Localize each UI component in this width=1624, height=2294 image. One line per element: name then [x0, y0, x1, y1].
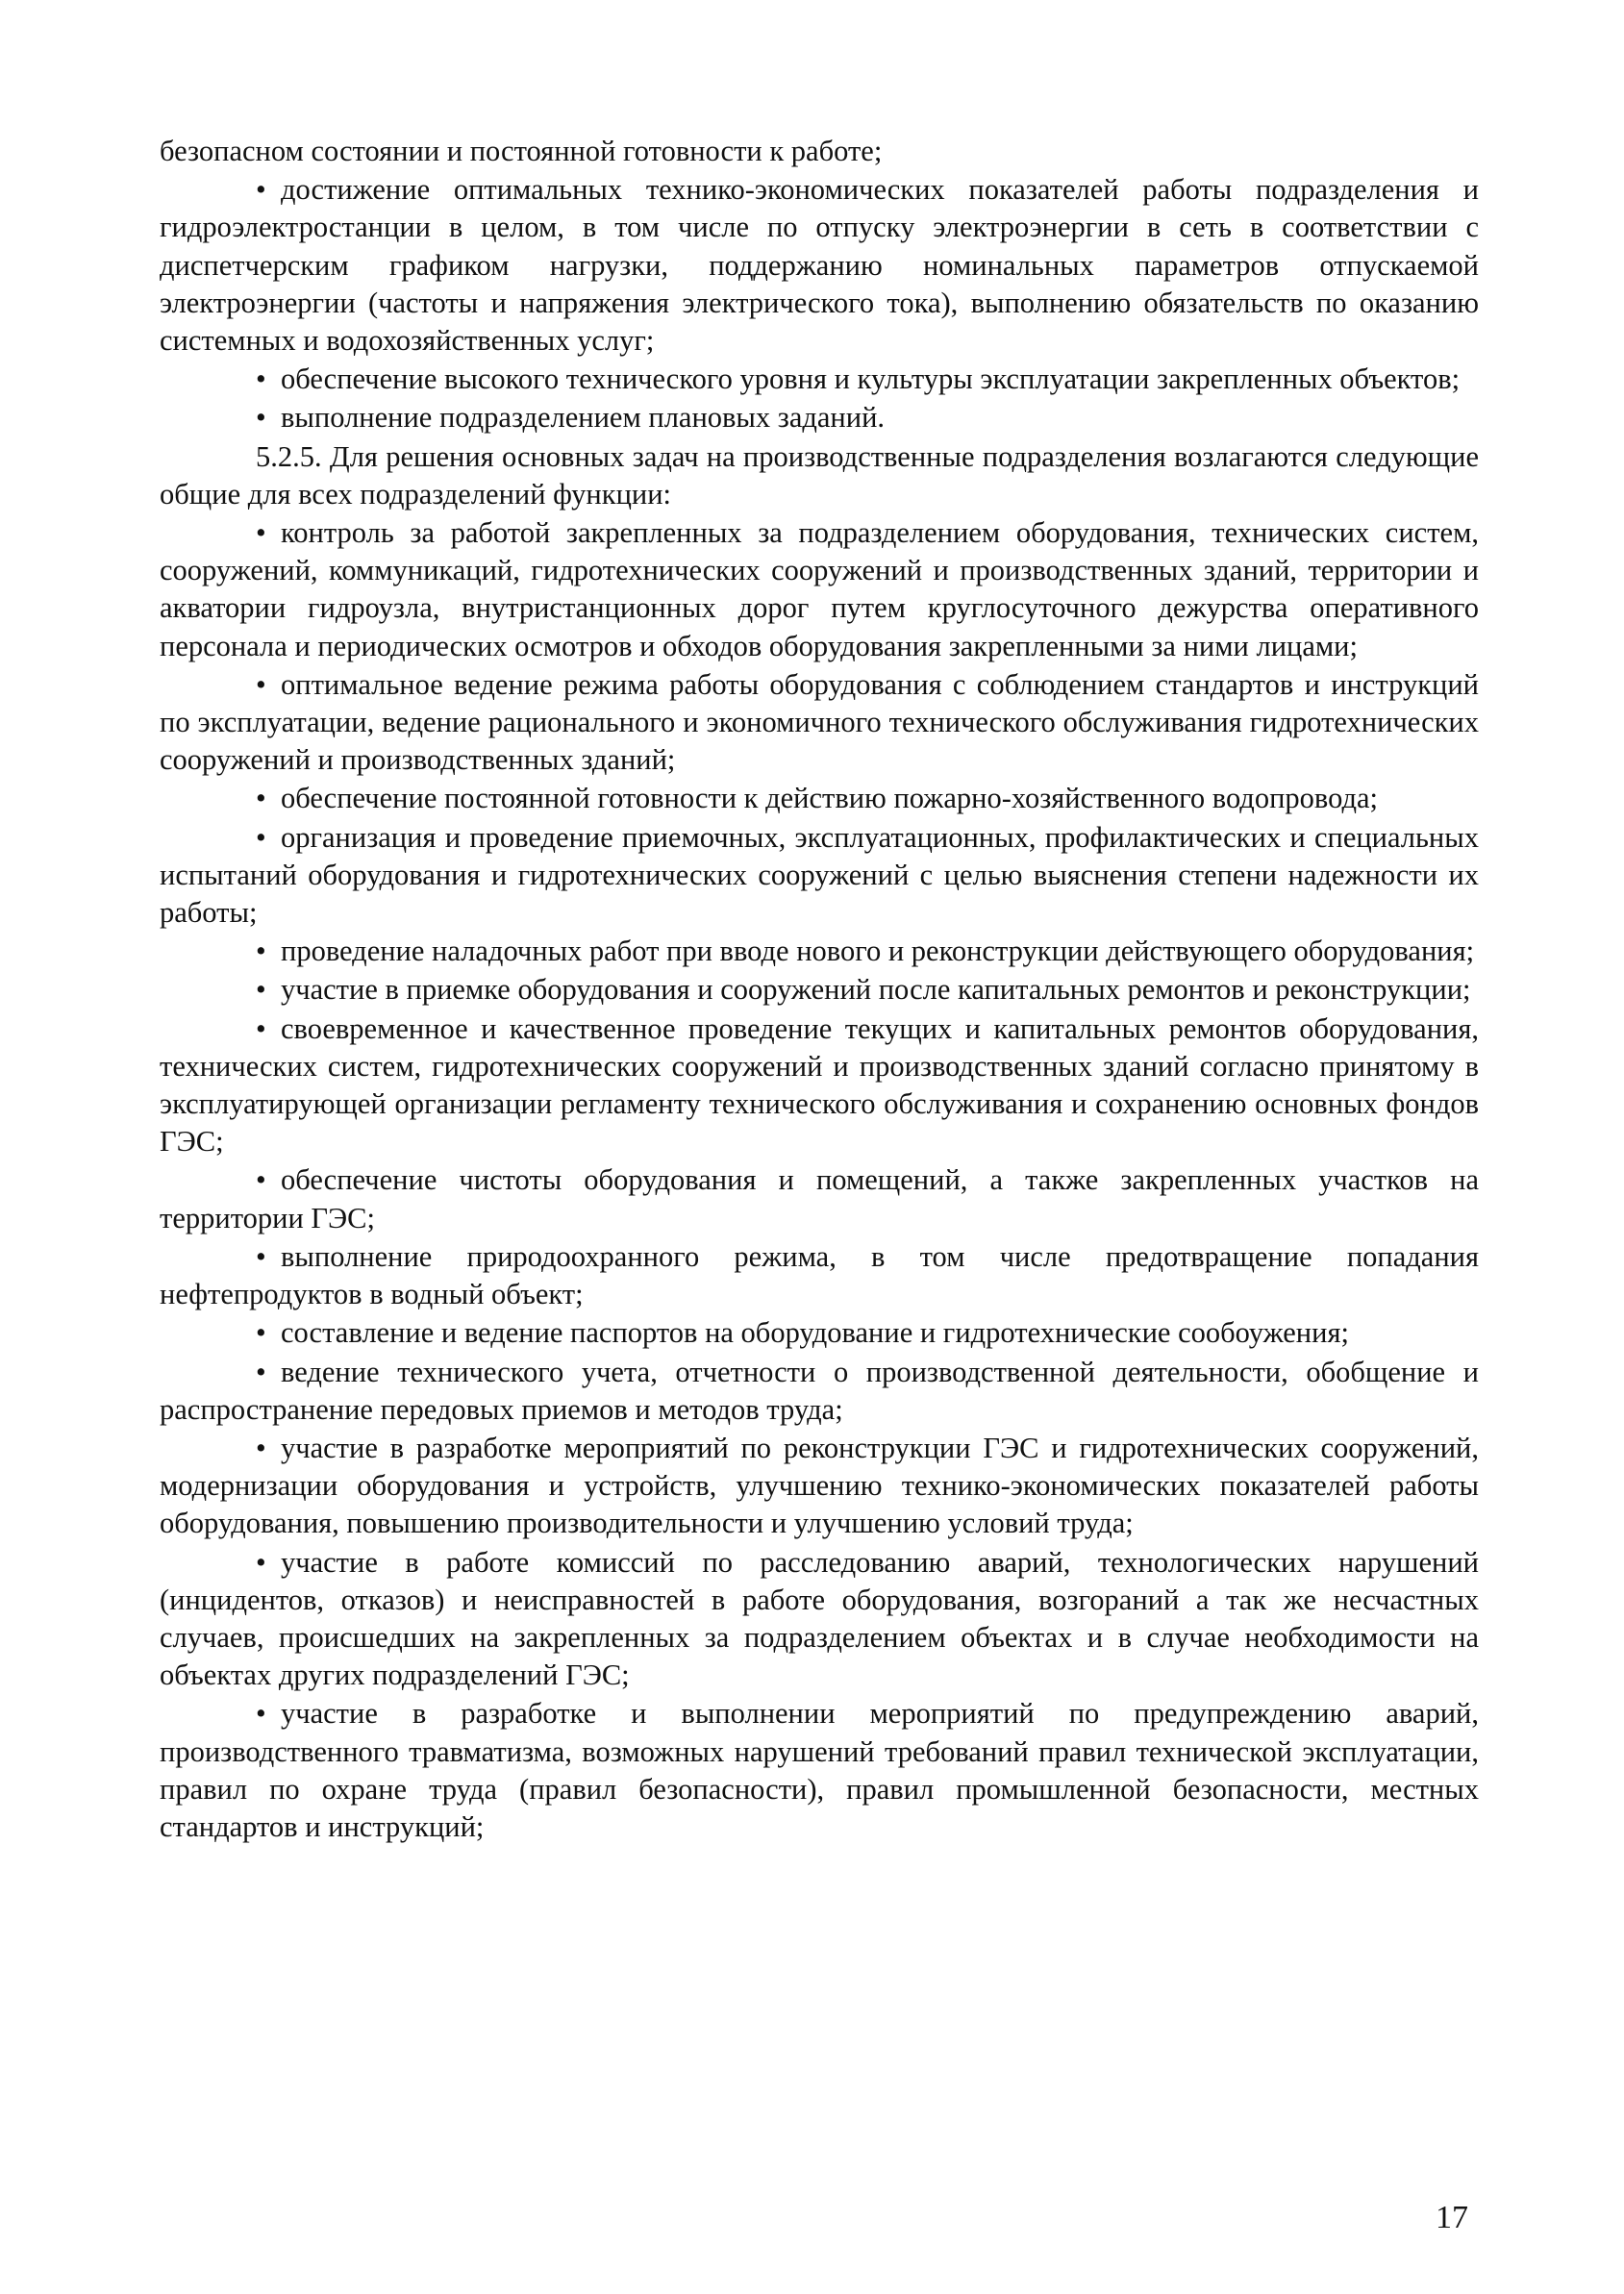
goal-item-3 [160, 399, 1479, 436]
goal-item-text: выполнение подразделением плановых заданий. [281, 401, 886, 435]
function-item-6 [160, 971, 1479, 1009]
goal-item-text: достижение оптимальных технико-экономических показателей работы подразделения и гидроэлектростанции в целом, в том числе по отпуску электроэнергии в сеть в соответствии с диспетчерским графиком нагрузки, поддержанию номинальных параметров отпускаемой электроэнергии (частоты и напряжения электрического тока), выполнению обязательств по оказанию системных и водохозяйственных услуг; [160, 173, 1479, 358]
bullet-icon: • [256, 362, 266, 396]
function-item-text: участие в работе комиссий по расследованию аварий, технологических нарушений (инцидентов, отказов) и неисправностей в работе оборудования, возгораний а так же несчастных случаев, происшедших на закрепленных за подразделением объектах и в случае необходимости на объектах других подразделений ГЭС; [160, 1545, 1479, 1692]
goal-item-1 [160, 171, 1479, 360]
bullet-icon: • [256, 1355, 266, 1388]
function-item-5 [160, 933, 1479, 970]
function-item-text: участие в разработке мероприятий по реконструкции ГЭС и гидротехнических сооружений, модернизации оборудования и устройств, улучшению технико-экономических показателей работы оборудования, повышению производительности и улучшению условий труда; [160, 1431, 1479, 1540]
function-item-4 [160, 819, 1479, 933]
bullet-icon: • [256, 401, 266, 435]
function-item-text: участие в разработке и выполнении мероприятий по предупреждению аварий, производственного травматизма, возможных нарушений требований правил технической эксплуатации, правил по охране труда (правил безопасности), правил промышленной безопасности, местных стандартов и инструкций; [160, 1697, 1479, 1843]
bullet-icon: • [256, 1239, 266, 1273]
function-item-text: контроль за работой закрепленных за подразделением оборудования, технических систем, сооружений, коммуникаций, гидротехнических сооружений и производственных зданий, территории и акватории гидроузла, внутристанционных дорог путем круглосуточного дежурства оперативного персонала и периодических осмотров и обходов оборудования закрепленными за ними лицами; [160, 516, 1479, 662]
function-item-text: обеспечение постоянной готовности к действию пожарно-хозяйственного водопровода; [281, 782, 1378, 815]
bullet-icon: • [256, 173, 266, 207]
function-item-8 [160, 1161, 1479, 1236]
opening-line: безопасном состоянии и постоянной готовности к работе; [160, 135, 883, 167]
function-item-2 [160, 666, 1479, 780]
function-item-13 [160, 1544, 1479, 1695]
goals-list [160, 171, 1479, 436]
function-item-text: составление и ведение паспортов на оборудование и гидротехнические сообоужения; [281, 1316, 1349, 1350]
function-item-14 [160, 1695, 1479, 1846]
page-body [160, 133, 1479, 1847]
function-item-9 [160, 1238, 1479, 1313]
goal-item-2 [160, 361, 1479, 398]
bullet-icon: • [256, 516, 266, 550]
bullet-icon: • [256, 782, 266, 815]
page-number: 17 [1436, 2200, 1468, 2235]
function-item-7 [160, 1010, 1479, 1161]
function-item-12 [160, 1430, 1479, 1543]
function-item-text: организация и проведение приемочных, эксплуатационных, профилактических и специальных испытаний оборудования и гидротехнических сооружений с целью выяснения степени надежности их работы; [160, 820, 1479, 930]
section-5-2-5: 5.2.5. Для решения основных задач на производственные подразделения возлагаются следующие общие для всех подразделений функции: [160, 439, 1479, 511]
function-item-text: своевременное и качественное проведение текущих и капитальных ремонтов оборудования, технических систем, гидротехнических сооружений и производственных зданий согласно принятому в эксплуатирующей организации регламенту технического обслуживания и сохранению основных фондов ГЭС; [160, 1011, 1479, 1159]
bullet-icon: • [256, 1163, 266, 1197]
function-item-3 [160, 780, 1479, 817]
goal-item-text: обеспечение высокого технического уровня и культуры эксплуатации закрепленных объектов; [281, 362, 1461, 396]
function-item-text: оптимальное ведение режима работы оборудования с соблюдением стандартов и инструкций по эксплуатации, ведение рационального и экономичного технического обслуживания гидротехнических сооружений и производственных зданий; [160, 667, 1479, 777]
function-item-1 [160, 514, 1479, 665]
functions-list [160, 514, 1479, 1846]
function-item-11 [160, 1354, 1479, 1429]
function-item-text: выполнение природоохранного режима, в том числе предотвращение попадания нефтепродуктов в водный объект; [160, 1239, 1479, 1311]
bullet-icon: • [256, 667, 266, 701]
bullet-icon: • [256, 935, 266, 968]
bullet-icon: • [256, 1545, 266, 1579]
bullet-icon: • [256, 1011, 266, 1045]
bullet-icon: • [256, 973, 266, 1007]
function-item-text: ведение технического учета, отчетности о производственной деятельности, обобщение и распространение передовых приемов и методов труда; [160, 1355, 1479, 1426]
function-item-text: проведение наладочных работ при вводе нового и реконструкции действующего оборудования; [281, 935, 1475, 968]
function-item-text: участие в приемке оборудования и сооружений после капитальных ремонтов и реконструкции; [281, 973, 1471, 1007]
function-item-10 [160, 1314, 1479, 1352]
bullet-icon: • [256, 1316, 266, 1350]
bullet-icon: • [256, 1431, 266, 1464]
bullet-icon: • [256, 820, 266, 854]
bullet-icon: • [256, 1697, 266, 1731]
function-item-text: обеспечение чистоты оборудования и помещений, а также закрепленных участков на территории ГЭС; [160, 1163, 1479, 1234]
